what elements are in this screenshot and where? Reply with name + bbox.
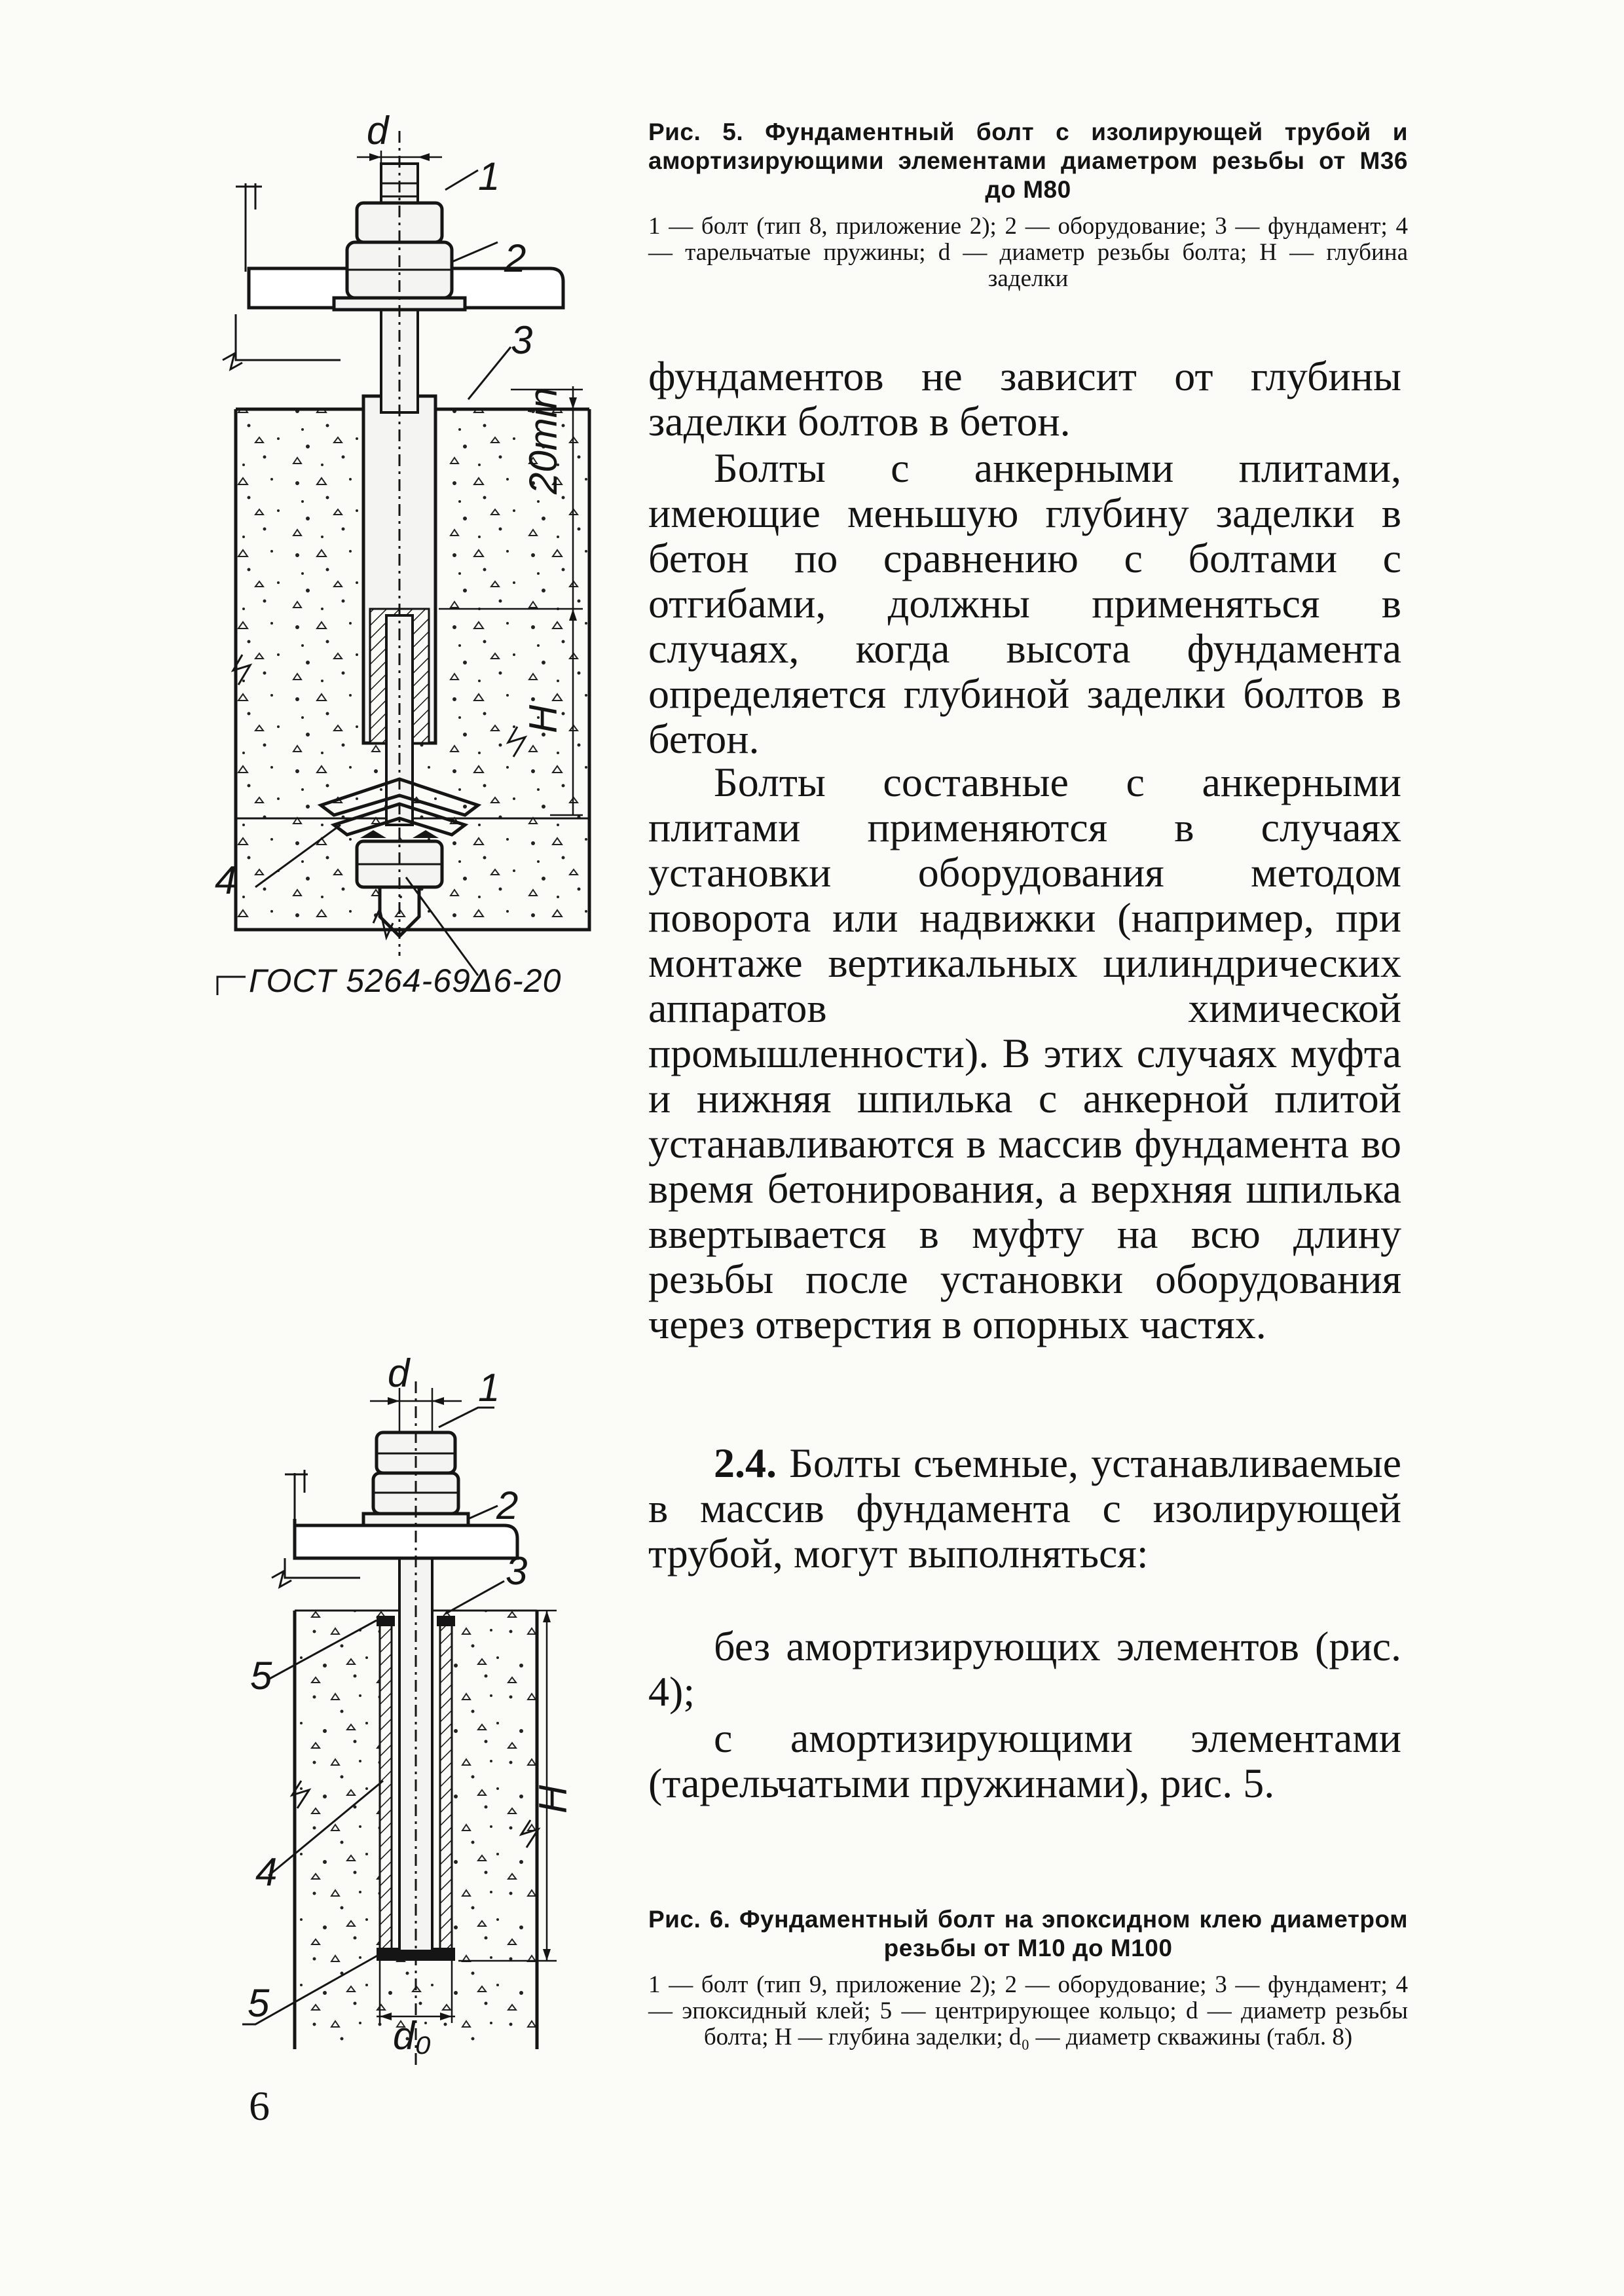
- paragraph-6: с амортизирующими элементами (тарельчатыми пружинами), рис. 5.: [648, 1715, 1401, 1806]
- fig5-label-4: 4: [215, 858, 237, 902]
- figure5-drawing: [210, 111, 629, 1041]
- figure5-caption: [648, 118, 1408, 292]
- fig6-label-2: 2: [496, 1484, 519, 1527]
- figure5-caption-legend: 1 — болт (тип 8, приложение 2); 2 — оборудование; 3 — фундамент; 4 — тарельчатые пружины; d — диаметр резьбы болта; H — глубина заделки: [648, 213, 1408, 292]
- figure5-caption-title: Рис. 5. Фундаментный болт с изолирующей трубой и амортизирующими элементами диаметром резьбы от М36 до М80: [648, 118, 1408, 203]
- fig5-label-3: 3: [511, 318, 533, 362]
- section-number: 2.4.: [714, 1440, 777, 1486]
- figure6-drawing: [242, 1351, 609, 2102]
- fig6-label-3: 3: [506, 1549, 528, 1593]
- fig6-label-H: H: [531, 1785, 575, 1813]
- paragraph-5: без амортизирующих элементов (рис. 4);: [648, 1623, 1401, 1715]
- fig5-label-H: H: [521, 704, 565, 733]
- paragraph-3: Болты составные с анкерными плитами применяются в случаях установки оборудования методом поворота или надвижки (например, при монтаже вертикальных цилиндрических аппаратов химической промышленности). В этих случаях муфта и нижняя шпилька с анкерной плитой устанавливаются в массив фундамента во время бетонирования, а верхняя шпилька ввертывается в муфту на всю длину резьбы после установки оборудования через отверстия в опорных частях.: [648, 759, 1401, 1347]
- fig6-label-d: d: [388, 1351, 410, 1395]
- fig5-weld-stamp: ГОСТ 5264-69Δ6-20: [249, 962, 562, 999]
- paragraph-1: фундаментов не зависит от глубины заделки болтов в бетон.: [648, 353, 1401, 445]
- fig6-label-4: 4: [255, 1850, 278, 1894]
- paragraph-4: [648, 1440, 1401, 1576]
- figure6-caption: [648, 1905, 1408, 2050]
- fig6-label-5-top: 5: [250, 1654, 272, 1698]
- fig5-label-20min: 20min: [521, 387, 565, 494]
- paragraph-2: Болты с анкерными плитами, имеющие меньшую глубину заделки в бетон по сравнению с болтами с отгибами, должны применяться в случаях, когда высота фундамента определяется глубиной заделки болтов в бетон.: [648, 445, 1401, 762]
- page-number: 6: [249, 2083, 270, 2129]
- figure6-caption-title: Рис. 6. Фундаментный болт на эпоксидном клею диаметром резьбы от М10 до М100: [648, 1906, 1408, 1961]
- figure6-caption-legend: 1 — болт (тип 9, приложение 2); 2 — оборудование; 3 — фундамент; 4 — эпоксидный клей; 5 — центрирующее кольцо; d — диаметр резьбы болта; H — глубина заделки; d₀ — диаметр скважины (табл. 8): [648, 1971, 1408, 2050]
- fig5-label-2: 2: [504, 236, 526, 280]
- fig5-label-d: d: [367, 109, 389, 153]
- paragraph-4-text: Болты съемные, устанавливаемые в массив фундамента с изолирующей трубой, могут выполняться:: [648, 1440, 1402, 1576]
- fig6-label-5-bottom: 5: [248, 1981, 270, 2025]
- fig6-label-d0: d₀: [393, 2014, 432, 2058]
- fig5-label-1: 1: [478, 155, 500, 198]
- fig6-label-1: 1: [478, 1366, 500, 1410]
